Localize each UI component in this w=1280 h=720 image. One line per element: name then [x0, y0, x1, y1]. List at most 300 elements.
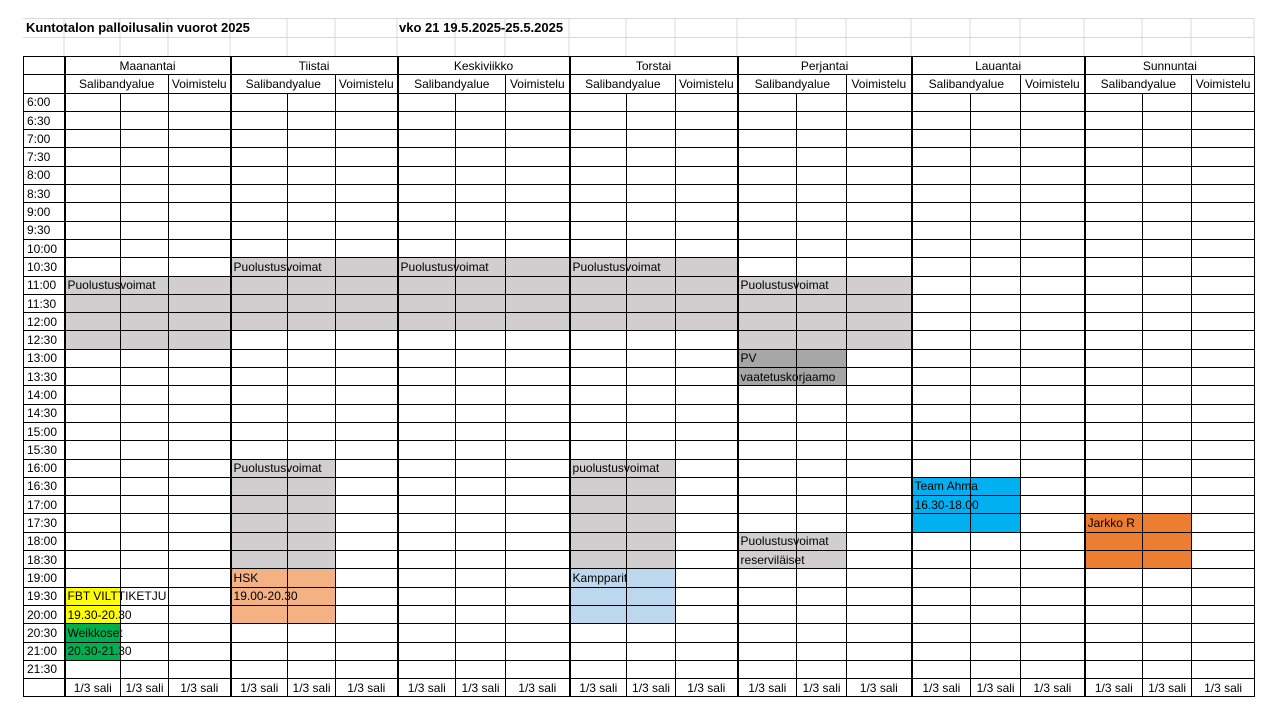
slot-cell[interactable]	[336, 551, 398, 569]
slot-cell[interactable]	[231, 239, 288, 257]
slot-cell[interactable]	[398, 422, 456, 440]
slot-cell[interactable]	[456, 605, 506, 623]
slot-cell[interactable]	[847, 386, 912, 404]
booking-cell[interactable]	[288, 605, 336, 623]
slot-cell[interactable]	[65, 166, 121, 184]
booking-cell[interactable]	[231, 294, 288, 312]
slot-cell[interactable]	[65, 404, 121, 422]
booking-cell[interactable]	[169, 276, 231, 294]
slot-cell[interactable]	[570, 93, 627, 111]
slot-cell[interactable]	[121, 258, 169, 276]
booking-cell[interactable]	[231, 532, 288, 550]
slot-cell[interactable]	[336, 587, 398, 605]
slot-cell[interactable]	[231, 404, 288, 422]
slot-cell[interactable]	[797, 587, 847, 605]
slot-cell[interactable]	[1143, 294, 1192, 312]
slot-cell[interactable]	[797, 93, 847, 111]
slot-cell[interactable]	[65, 551, 121, 569]
slot-cell[interactable]	[1192, 404, 1255, 422]
slot-cell[interactable]	[797, 239, 847, 257]
slot-cell[interactable]	[570, 239, 627, 257]
booking-cell[interactable]	[570, 605, 627, 623]
booking-cell[interactable]	[288, 569, 336, 587]
slot-cell[interactable]	[627, 111, 676, 129]
slot-cell[interactable]	[456, 441, 506, 459]
slot-cell[interactable]	[398, 148, 456, 166]
slot-cell[interactable]	[971, 148, 1021, 166]
slot-cell[interactable]	[1021, 313, 1085, 331]
slot-cell[interactable]	[738, 569, 797, 587]
slot-cell[interactable]	[336, 422, 398, 440]
slot-cell[interactable]	[797, 569, 847, 587]
slot-cell[interactable]	[912, 660, 971, 678]
slot-cell[interactable]	[506, 441, 570, 459]
slot-cell[interactable]	[971, 422, 1021, 440]
slot-cell[interactable]	[912, 624, 971, 642]
slot-cell[interactable]	[570, 203, 627, 221]
slot-cell[interactable]	[676, 459, 738, 477]
slot-cell[interactable]	[169, 642, 231, 660]
slot-cell[interactable]	[971, 313, 1021, 331]
slot-cell[interactable]	[336, 605, 398, 623]
slot-cell[interactable]	[506, 660, 570, 678]
booking-cell[interactable]	[676, 258, 738, 276]
slot-cell[interactable]	[288, 185, 336, 203]
slot-cell[interactable]	[912, 166, 971, 184]
slot-cell[interactable]	[912, 203, 971, 221]
slot-cell[interactable]	[676, 93, 738, 111]
slot-cell[interactable]	[169, 459, 231, 477]
slot-cell[interactable]	[169, 111, 231, 129]
slot-cell[interactable]	[1021, 93, 1085, 111]
slot-cell[interactable]	[121, 368, 169, 386]
booking-cell[interactable]	[912, 496, 979, 514]
slot-cell[interactable]	[912, 404, 971, 422]
slot-cell[interactable]	[231, 368, 288, 386]
slot-cell[interactable]	[456, 368, 506, 386]
booking-cell[interactable]	[627, 551, 676, 569]
slot-cell[interactable]	[676, 441, 738, 459]
booking-cell[interactable]	[676, 276, 738, 294]
booking-cell[interactable]	[169, 313, 231, 331]
slot-cell[interactable]	[506, 551, 570, 569]
slot-cell[interactable]	[288, 130, 336, 148]
slot-cell[interactable]	[288, 148, 336, 166]
slot-cell[interactable]	[1143, 368, 1192, 386]
slot-cell[interactable]	[1192, 496, 1255, 514]
slot-cell[interactable]	[627, 441, 676, 459]
slot-cell[interactable]	[912, 239, 971, 257]
slot-cell[interactable]	[65, 496, 121, 514]
slot-cell[interactable]	[398, 221, 456, 239]
slot-cell[interactable]	[1085, 642, 1143, 660]
slot-cell[interactable]	[797, 221, 847, 239]
booking-cell[interactable]	[456, 294, 506, 312]
booking-cell[interactable]	[570, 569, 627, 587]
slot-cell[interactable]	[169, 514, 231, 532]
slot-cell[interactable]	[121, 93, 169, 111]
slot-cell[interactable]	[1021, 477, 1085, 495]
slot-cell[interactable]	[1085, 496, 1143, 514]
slot-cell[interactable]	[912, 258, 971, 276]
slot-cell[interactable]	[456, 551, 506, 569]
slot-cell[interactable]	[627, 349, 676, 367]
slot-cell[interactable]	[65, 569, 121, 587]
slot-cell[interactable]	[1143, 203, 1192, 221]
slot-cell[interactable]	[1192, 313, 1255, 331]
slot-cell[interactable]	[971, 551, 1021, 569]
slot-cell[interactable]	[288, 221, 336, 239]
slot-cell[interactable]	[847, 368, 912, 386]
slot-cell[interactable]	[231, 624, 288, 642]
slot-cell[interactable]	[1192, 532, 1255, 550]
slot-cell[interactable]	[1021, 331, 1085, 349]
slot-cell[interactable]	[231, 386, 288, 404]
slot-cell[interactable]	[912, 642, 971, 660]
slot-cell[interactable]	[847, 166, 912, 184]
slot-cell[interactable]	[912, 130, 971, 148]
slot-cell[interactable]	[676, 642, 738, 660]
slot-cell[interactable]	[336, 166, 398, 184]
slot-cell[interactable]	[456, 660, 506, 678]
booking-cell[interactable]	[506, 258, 570, 276]
slot-cell[interactable]	[121, 239, 169, 257]
slot-cell[interactable]	[398, 130, 456, 148]
slot-cell[interactable]	[738, 185, 797, 203]
slot-cell[interactable]	[738, 496, 797, 514]
slot-cell[interactable]	[336, 148, 398, 166]
slot-cell[interactable]	[738, 514, 797, 532]
slot-cell[interactable]	[847, 404, 912, 422]
booking-cell[interactable]	[570, 313, 627, 331]
slot-cell[interactable]	[676, 203, 738, 221]
slot-cell[interactable]	[738, 441, 797, 459]
slot-cell[interactable]	[971, 404, 1021, 422]
slot-cell[interactable]	[169, 130, 231, 148]
slot-cell[interactable]	[1143, 459, 1192, 477]
slot-cell[interactable]	[506, 386, 570, 404]
slot-cell[interactable]	[847, 587, 912, 605]
slot-cell[interactable]	[231, 660, 288, 678]
slot-cell[interactable]	[398, 386, 456, 404]
slot-cell[interactable]	[506, 587, 570, 605]
slot-cell[interactable]	[847, 642, 912, 660]
slot-cell[interactable]	[398, 532, 456, 550]
slot-cell[interactable]	[506, 130, 570, 148]
slot-cell[interactable]	[1192, 624, 1255, 642]
slot-cell[interactable]	[231, 331, 288, 349]
slot-cell[interactable]	[506, 477, 570, 495]
slot-cell[interactable]	[797, 203, 847, 221]
slot-cell[interactable]	[169, 496, 231, 514]
slot-cell[interactable]	[1021, 569, 1085, 587]
slot-cell[interactable]	[797, 624, 847, 642]
slot-cell[interactable]	[1021, 441, 1085, 459]
slot-cell[interactable]	[1192, 349, 1255, 367]
slot-cell[interactable]	[1021, 148, 1085, 166]
booking-cell[interactable]	[847, 276, 912, 294]
slot-cell[interactable]	[456, 496, 506, 514]
slot-cell[interactable]	[456, 642, 506, 660]
slot-cell[interactable]	[121, 221, 169, 239]
slot-cell[interactable]	[65, 422, 121, 440]
slot-cell[interactable]	[912, 587, 971, 605]
slot-cell[interactable]	[797, 660, 847, 678]
slot-cell[interactable]	[676, 496, 738, 514]
slot-cell[interactable]	[1085, 130, 1143, 148]
booking-cell[interactable]	[231, 459, 322, 477]
slot-cell[interactable]	[506, 496, 570, 514]
slot-cell[interactable]	[169, 404, 231, 422]
slot-cell[interactable]	[288, 404, 336, 422]
slot-cell[interactable]	[65, 148, 121, 166]
booking-cell[interactable]	[676, 313, 738, 331]
booking-cell[interactable]	[1143, 514, 1192, 532]
slot-cell[interactable]	[847, 203, 912, 221]
booking-cell[interactable]	[231, 587, 298, 605]
booking-cell[interactable]	[506, 294, 570, 312]
booking-cell[interactable]	[738, 368, 836, 386]
slot-cell[interactable]	[1143, 221, 1192, 239]
slot-cell[interactable]	[506, 514, 570, 532]
slot-cell[interactable]	[797, 148, 847, 166]
slot-cell[interactable]	[847, 551, 912, 569]
slot-cell[interactable]	[1021, 276, 1085, 294]
slot-cell[interactable]	[1085, 422, 1143, 440]
slot-cell[interactable]	[971, 185, 1021, 203]
slot-cell[interactable]	[288, 660, 336, 678]
booking-cell[interactable]	[570, 276, 627, 294]
slot-cell[interactable]	[1021, 422, 1085, 440]
slot-cell[interactable]	[121, 624, 169, 642]
slot-cell[interactable]	[169, 422, 231, 440]
booking-cell[interactable]	[912, 477, 978, 495]
slot-cell[interactable]	[1085, 294, 1143, 312]
booking-cell[interactable]	[971, 477, 1021, 495]
slot-cell[interactable]	[456, 477, 506, 495]
slot-cell[interactable]	[121, 130, 169, 148]
slot-cell[interactable]	[797, 605, 847, 623]
booking-cell[interactable]	[912, 514, 971, 532]
slot-cell[interactable]	[506, 331, 570, 349]
slot-cell[interactable]	[506, 422, 570, 440]
slot-cell[interactable]	[65, 386, 121, 404]
slot-cell[interactable]	[506, 368, 570, 386]
slot-cell[interactable]	[971, 258, 1021, 276]
booking-cell[interactable]	[627, 496, 676, 514]
slot-cell[interactable]	[1143, 386, 1192, 404]
slot-cell[interactable]	[570, 642, 627, 660]
booking-cell[interactable]	[456, 313, 506, 331]
slot-cell[interactable]	[1085, 368, 1143, 386]
slot-cell[interactable]	[912, 185, 971, 203]
slot-cell[interactable]	[1192, 258, 1255, 276]
slot-cell[interactable]	[676, 111, 738, 129]
slot-cell[interactable]	[738, 587, 797, 605]
slot-cell[interactable]	[738, 203, 797, 221]
slot-cell[interactable]	[1143, 111, 1192, 129]
slot-cell[interactable]	[231, 185, 288, 203]
slot-cell[interactable]	[1021, 587, 1085, 605]
booking-cell[interactable]	[627, 569, 676, 587]
slot-cell[interactable]	[121, 532, 169, 550]
slot-cell[interactable]	[847, 130, 912, 148]
slot-cell[interactable]	[121, 441, 169, 459]
slot-cell[interactable]	[288, 386, 336, 404]
booking-cell[interactable]	[65, 605, 132, 623]
booking-cell[interactable]	[1085, 551, 1143, 569]
booking-cell[interactable]	[506, 313, 570, 331]
slot-cell[interactable]	[1085, 404, 1143, 422]
slot-cell[interactable]	[738, 386, 797, 404]
slot-cell[interactable]	[1143, 331, 1192, 349]
slot-cell[interactable]	[1192, 294, 1255, 312]
slot-cell[interactable]	[506, 239, 570, 257]
slot-cell[interactable]	[1143, 605, 1192, 623]
slot-cell[interactable]	[65, 130, 121, 148]
slot-cell[interactable]	[398, 642, 456, 660]
slot-cell[interactable]	[169, 587, 231, 605]
slot-cell[interactable]	[1085, 166, 1143, 184]
slot-cell[interactable]	[169, 660, 231, 678]
slot-cell[interactable]	[288, 441, 336, 459]
slot-cell[interactable]	[336, 569, 398, 587]
slot-cell[interactable]	[1192, 514, 1255, 532]
slot-cell[interactable]	[121, 349, 169, 367]
slot-cell[interactable]	[1143, 258, 1192, 276]
slot-cell[interactable]	[1143, 239, 1192, 257]
booking-cell[interactable]	[65, 276, 156, 294]
slot-cell[interactable]	[169, 349, 231, 367]
slot-cell[interactable]	[456, 166, 506, 184]
slot-cell[interactable]	[627, 203, 676, 221]
slot-cell[interactable]	[1192, 239, 1255, 257]
slot-cell[interactable]	[1021, 185, 1085, 203]
slot-cell[interactable]	[456, 185, 506, 203]
booking-cell[interactable]	[570, 587, 627, 605]
slot-cell[interactable]	[1192, 459, 1255, 477]
slot-cell[interactable]	[398, 660, 456, 678]
slot-cell[interactable]	[1143, 441, 1192, 459]
slot-cell[interactable]	[398, 569, 456, 587]
slot-cell[interactable]	[738, 93, 797, 111]
slot-cell[interactable]	[231, 130, 288, 148]
booking-cell[interactable]	[65, 587, 167, 605]
slot-cell[interactable]	[676, 422, 738, 440]
slot-cell[interactable]	[398, 587, 456, 605]
slot-cell[interactable]	[1085, 331, 1143, 349]
slot-cell[interactable]	[336, 441, 398, 459]
slot-cell[interactable]	[797, 185, 847, 203]
slot-cell[interactable]	[1192, 422, 1255, 440]
slot-cell[interactable]	[847, 459, 912, 477]
slot-cell[interactable]	[456, 111, 506, 129]
booking-cell[interactable]	[1143, 551, 1192, 569]
slot-cell[interactable]	[288, 349, 336, 367]
slot-cell[interactable]	[912, 349, 971, 367]
slot-cell[interactable]	[121, 203, 169, 221]
slot-cell[interactable]	[1021, 496, 1085, 514]
slot-cell[interactable]	[231, 166, 288, 184]
slot-cell[interactable]	[1085, 477, 1143, 495]
slot-cell[interactable]	[797, 130, 847, 148]
slot-cell[interactable]	[738, 130, 797, 148]
slot-cell[interactable]	[65, 239, 121, 257]
slot-cell[interactable]	[971, 368, 1021, 386]
slot-cell[interactable]	[1021, 386, 1085, 404]
slot-cell[interactable]	[797, 166, 847, 184]
slot-cell[interactable]	[336, 660, 398, 678]
slot-cell[interactable]	[169, 605, 231, 623]
slot-cell[interactable]	[456, 203, 506, 221]
booking-cell[interactable]	[570, 496, 627, 514]
slot-cell[interactable]	[627, 185, 676, 203]
slot-cell[interactable]	[676, 221, 738, 239]
slot-cell[interactable]	[65, 93, 121, 111]
slot-cell[interactable]	[738, 660, 797, 678]
slot-cell[interactable]	[797, 111, 847, 129]
slot-cell[interactable]	[1085, 587, 1143, 605]
slot-cell[interactable]	[971, 276, 1021, 294]
slot-cell[interactable]	[1085, 203, 1143, 221]
slot-cell[interactable]	[627, 239, 676, 257]
slot-cell[interactable]	[912, 422, 971, 440]
slot-cell[interactable]	[1021, 532, 1085, 550]
slot-cell[interactable]	[1192, 605, 1255, 623]
booking-cell[interactable]	[627, 477, 676, 495]
slot-cell[interactable]	[971, 441, 1021, 459]
slot-cell[interactable]	[797, 514, 847, 532]
slot-cell[interactable]	[797, 422, 847, 440]
slot-cell[interactable]	[570, 368, 627, 386]
slot-cell[interactable]	[1021, 111, 1085, 129]
slot-cell[interactable]	[121, 551, 169, 569]
slot-cell[interactable]	[231, 422, 288, 440]
slot-cell[interactable]	[797, 258, 847, 276]
slot-cell[interactable]	[456, 532, 506, 550]
booking-cell[interactable]	[288, 514, 336, 532]
slot-cell[interactable]	[912, 551, 971, 569]
slot-cell[interactable]	[398, 624, 456, 642]
slot-cell[interactable]	[971, 624, 1021, 642]
slot-cell[interactable]	[971, 569, 1021, 587]
slot-cell[interactable]	[169, 386, 231, 404]
slot-cell[interactable]	[398, 514, 456, 532]
booking-cell[interactable]	[1085, 532, 1143, 550]
slot-cell[interactable]	[506, 111, 570, 129]
slot-cell[interactable]	[169, 569, 231, 587]
slot-cell[interactable]	[65, 514, 121, 532]
slot-cell[interactable]	[1085, 349, 1143, 367]
slot-cell[interactable]	[1021, 624, 1085, 642]
booking-cell[interactable]	[65, 624, 121, 642]
booking-cell[interactable]	[336, 294, 398, 312]
slot-cell[interactable]	[738, 111, 797, 129]
slot-cell[interactable]	[121, 459, 169, 477]
slot-cell[interactable]	[1143, 313, 1192, 331]
booking-cell[interactable]	[627, 605, 676, 623]
slot-cell[interactable]	[1085, 624, 1143, 642]
booking-cell[interactable]	[570, 258, 661, 276]
slot-cell[interactable]	[912, 441, 971, 459]
slot-cell[interactable]	[506, 532, 570, 550]
slot-cell[interactable]	[1143, 624, 1192, 642]
slot-cell[interactable]	[971, 459, 1021, 477]
slot-cell[interactable]	[398, 111, 456, 129]
slot-cell[interactable]	[676, 166, 738, 184]
slot-cell[interactable]	[797, 404, 847, 422]
slot-cell[interactable]	[336, 185, 398, 203]
